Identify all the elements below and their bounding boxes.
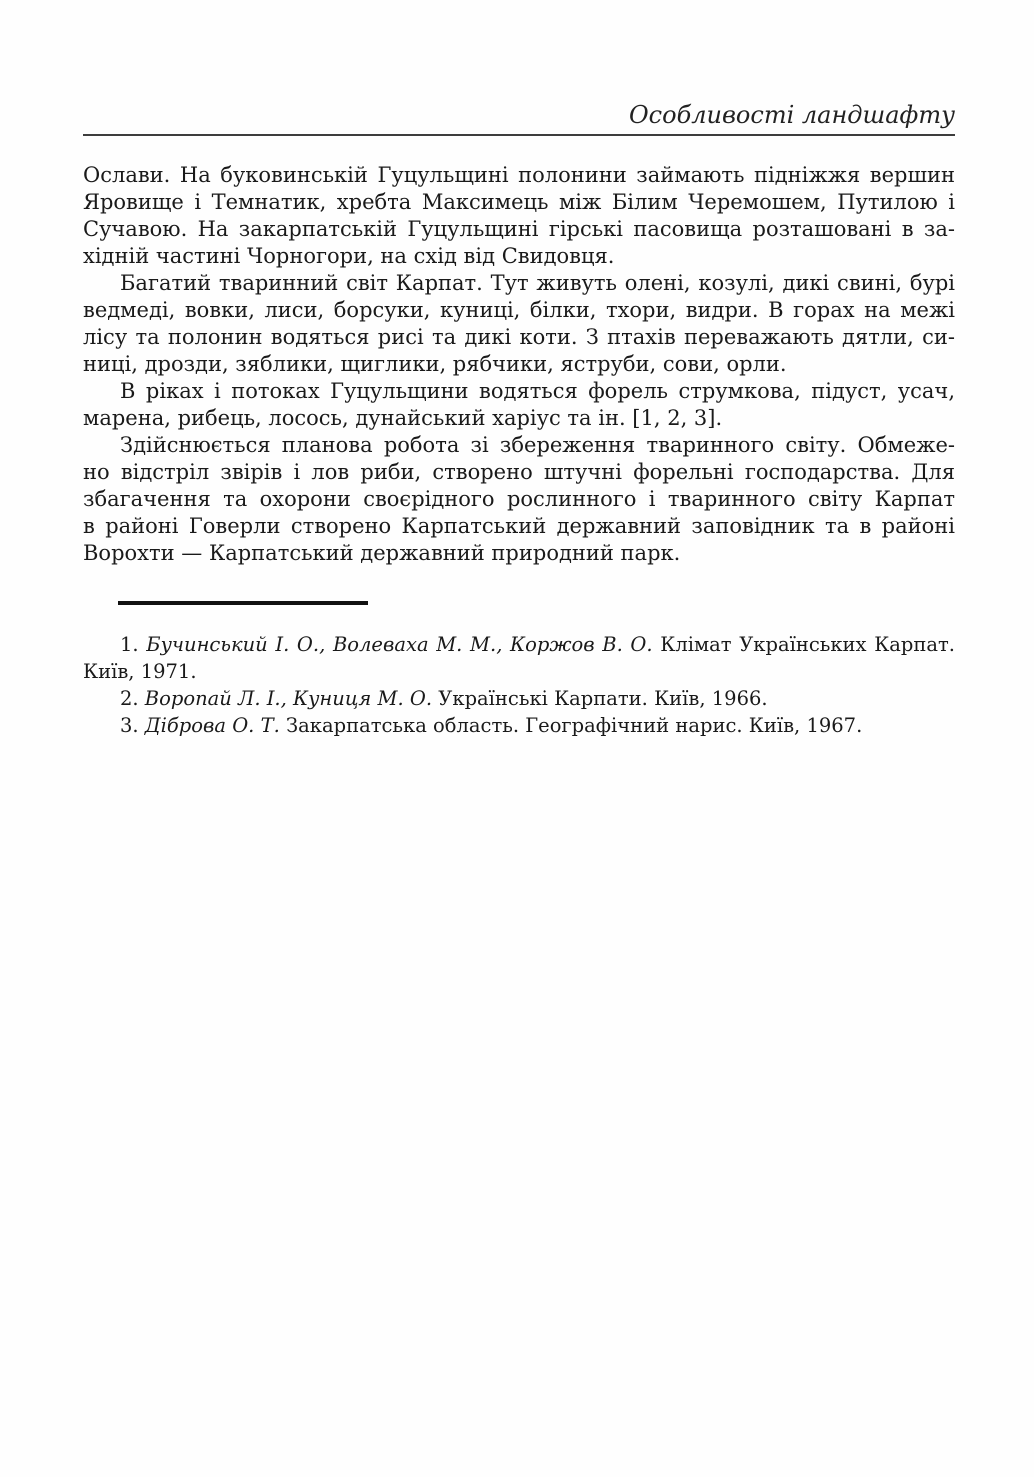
reference-item bbox=[83, 685, 955, 712]
text-line: Ослави. На буковинській Гуцульщині полонини займають підніжжя вершин bbox=[83, 163, 955, 187]
reference-authors: Діброва О. Т. bbox=[138, 714, 280, 737]
reference-number: 3. bbox=[120, 714, 139, 737]
running-header bbox=[83, 100, 955, 130]
text-line: лісу та полонин водяться рисі та дикі коти. З птахів переважають дятли, си- bbox=[83, 325, 955, 349]
text-line: ниці, дрозди, зяблики, щиглики, рябчики, яструби, сови, орли. bbox=[83, 352, 787, 376]
body-text bbox=[83, 162, 955, 567]
footnote-separator bbox=[118, 601, 368, 605]
reference-number: 2. bbox=[120, 687, 139, 710]
reference-authors: Бучинський І. О., Волеваха М. М., Коржов В. О. bbox=[138, 633, 653, 656]
text-line: хідній частині Чорногори, на схід від Свидовця. bbox=[83, 244, 615, 268]
text-line: но відстріл звірів і лов риби, створено штучні форельні господарства. Для bbox=[83, 460, 955, 484]
text-line: збагачення та охорони своєрідного рослинного і тваринного світу Карпат bbox=[83, 487, 955, 511]
text-line: ведмеді, вовки, лиси, борсуки, куниці, білки, тхори, видри. В горах на межі bbox=[83, 298, 955, 322]
paragraph-fauna bbox=[83, 270, 955, 378]
reference-number: 1. bbox=[120, 633, 139, 656]
reference-line bbox=[83, 685, 955, 712]
text-line: марена, рибець, лосось, дунайський харіус та ін. [1, 2, 3]. bbox=[83, 406, 723, 430]
reference-line: Київ, 1971. bbox=[83, 660, 197, 683]
paragraph-rivers bbox=[83, 378, 955, 432]
reference-line bbox=[83, 631, 955, 658]
text-line: Сучавою. На закарпатській Гуцульщині гірські пасовища розташовані в за- bbox=[83, 217, 955, 241]
text-line: Здійснюється планова робота зі збереження тваринного світу. Обмеже- bbox=[120, 433, 955, 457]
text-line: Ворохти — Карпатський державний природний парк. bbox=[83, 541, 681, 565]
text-line: Багатий тваринний світ Карпат. Тут живуть олені, козулі, дикі свині, бурі bbox=[120, 271, 955, 295]
reference-list bbox=[83, 631, 955, 739]
text-block bbox=[83, 0, 955, 739]
paragraph-conservation bbox=[83, 432, 955, 567]
reference-authors: Воропай Л. І., Куниця М. О. bbox=[138, 687, 433, 710]
header-rule bbox=[83, 134, 955, 136]
reference-title: Українські Карпати. Київ, 1966. bbox=[432, 687, 768, 710]
text-line: Яровище і Темнатик, хребта Максимець між Білим Черемошем, Путилою і bbox=[83, 190, 955, 214]
paragraph-continuation bbox=[83, 162, 955, 270]
reference-title: Закарпатська область. Географічний нарис. Київ, 1967. bbox=[279, 714, 863, 737]
running-header-title: Особливості ландшафту bbox=[629, 101, 955, 129]
reference-line bbox=[83, 712, 955, 739]
reference-item bbox=[83, 631, 955, 685]
text-line: в районі Говерли створено Карпатський державний заповідник та в районі bbox=[83, 514, 955, 538]
reference-title: Клімат Українських Карпат. bbox=[652, 633, 956, 656]
text-line: В ріках і потоках Гуцульщини водяться форель струмкова, підуст, усач, bbox=[120, 379, 955, 403]
reference-item bbox=[83, 712, 955, 739]
